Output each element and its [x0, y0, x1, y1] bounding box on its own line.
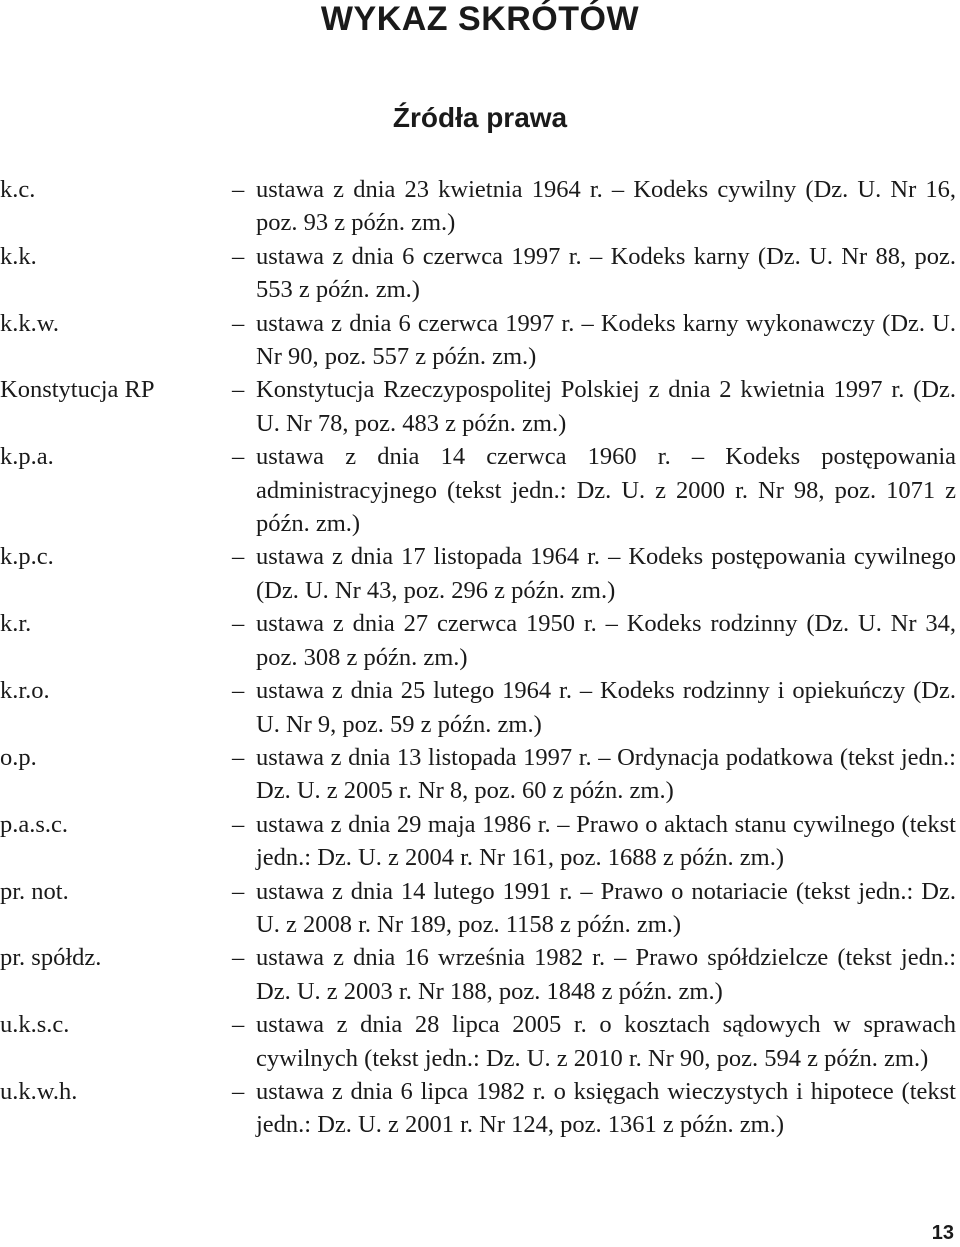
entry-dash: –	[232, 443, 245, 471]
entry-dash: –	[232, 176, 245, 203]
abbreviation-definition: Konstytucja Rzeczypospolitej Polskiej z dnia 2 kwietnia 1997 r. (Dz. U. Nr 78, poz. 483 z późn. zm.)	[256, 376, 956, 437]
abbreviation-definition: ustawa z dnia 14 lutego 1991 r. – Prawo o notariacie (tekst jedn.: Dz. U. z 2008 r. Nr 189, poz. 1158 z późn. zm.)	[256, 877, 956, 938]
abbreviation-term: k.k.w.	[0, 309, 59, 337]
abbreviation-term: pr. spółdz.	[0, 944, 102, 972]
abbreviation-term: u.k.w.h.	[0, 1077, 78, 1105]
entry-dash: –	[232, 1011, 245, 1039]
abbreviation-entry	[0, 307, 960, 374]
abbreviation-term: p.a.s.c.	[0, 810, 69, 838]
abbreviation-entry	[0, 674, 960, 741]
abbreviation-term: pr. not.	[0, 877, 69, 905]
abbreviation-definition: ustawa z dnia 17 listopada 1964 r. – Kodeks postępowania cywilnego (Dz. U. Nr 43, poz. 296 z późn. zm.)	[256, 543, 956, 604]
abbreviation-definition: ustawa z dnia 6 lipca 1982 r. o księgach wieczystych i hipotece (tekst jedn.: Dz. U. z 2001 r. Nr 124, poz. 1361 z późn. zm.)	[256, 1077, 956, 1139]
abbreviation-term: o.p.	[0, 743, 37, 771]
abbreviation-entry	[0, 540, 960, 607]
entry-dash: –	[232, 743, 245, 771]
abbreviation-term: k.c.	[0, 176, 36, 203]
abbreviation-entry	[0, 941, 960, 1008]
entry-dash: –	[232, 610, 245, 638]
abbreviation-term: k.r.o.	[0, 677, 50, 705]
abbreviation-definition: ustawa z dnia 27 czerwca 1950 r. – Kodeks rodzinny (Dz. U. Nr 34, poz. 308 z późn. zm.)	[256, 610, 956, 671]
entry-dash: –	[232, 309, 245, 337]
abbreviation-term: k.r.	[0, 610, 32, 638]
abbreviation-definition: ustawa z dnia 28 lipca 2005 r. o kosztach sądowych w sprawach cywilnych (tekst jedn.: Dz. U. z 2010 r. Nr 90, poz. 594 z późn. zm.)	[256, 1011, 956, 1072]
entry-dash: –	[232, 677, 245, 705]
abbreviation-definition: ustawa z dnia 6 czerwca 1997 r. – Kodeks karny wykonawczy (Dz. U. Nr 90, poz. 557 z późn. zm.)	[256, 309, 956, 371]
entry-dash: –	[232, 877, 245, 905]
abbreviation-entry	[0, 607, 960, 674]
abbreviation-term: Konstytucja RP	[0, 376, 155, 404]
section-title: Źródła prawa	[392, 102, 568, 133]
entry-dash: –	[232, 376, 245, 404]
abbreviation-entry	[0, 240, 960, 307]
abbreviation-term: k.p.a.	[0, 443, 54, 471]
abbreviation-term: k.p.c.	[0, 543, 54, 571]
abbreviation-definition: ustawa z dnia 29 maja 1986 r. – Prawo o aktach stanu cywilnego (tekst jedn.: Dz. U. z 2004 r. Nr 161, poz. 1688 z późn. zm.)	[256, 810, 956, 872]
entry-dash: –	[232, 944, 245, 972]
page-title: WYKAZ SKRÓTÓW	[320, 0, 640, 38]
abbreviation-definition: ustawa z dnia 13 listopada 1997 r. – Ordynacja podatkowa (tekst jedn.: Dz. U. z 2005 r. Nr 8, poz. 60 z późn. zm.)	[256, 743, 956, 805]
abbreviation-list	[0, 173, 960, 1142]
abbreviation-entry	[0, 440, 960, 540]
entry-dash: –	[232, 242, 245, 270]
abbreviation-entry	[0, 741, 960, 808]
entry-dash: –	[232, 810, 245, 838]
abbreviation-term: u.k.s.c.	[0, 1011, 70, 1039]
abbreviation-definition: ustawa z dnia 16 września 1982 r. – Prawo spółdzielcze (tekst jedn.: Dz. U. z 2003 r. Nr 188, poz. 1848 z późn. zm.)	[256, 944, 956, 1005]
abbreviation-definition: ustawa z dnia 14 czerwca 1960 r. – Kodeks postępowania administracyjnego (tekst jedn.: Dz. U. z 2000 r. Nr 98, poz. 1071 z późn. zm.)	[256, 443, 956, 538]
entry-dash: –	[232, 1077, 245, 1105]
abbreviation-entry	[0, 875, 960, 942]
abbreviation-entry	[0, 808, 960, 875]
abbreviation-definition: ustawa z dnia 25 lutego 1964 r. – Kodeks rodzinny i opiekuńczy (Dz. U. Nr 9, poz. 59 z późn. zm.)	[256, 677, 956, 738]
abbreviation-entry	[0, 173, 960, 240]
abbreviation-entry	[0, 1008, 960, 1075]
abbreviation-entry	[0, 373, 960, 440]
page-number: 13	[931, 1222, 954, 1244]
abbreviation-term: k.k.	[0, 242, 37, 270]
entry-dash: –	[232, 543, 245, 571]
abbreviation-definition: ustawa z dnia 23 kwietnia 1964 r. – Kodeks cywilny (Dz. U. Nr 16, poz. 93 z późn. zm.)	[256, 176, 956, 237]
abbreviation-entry	[0, 1075, 960, 1142]
abbreviation-definition: ustawa z dnia 6 czerwca 1997 r. – Kodeks karny (Dz. U. Nr 88, poz. 553 z późn. zm.)	[256, 242, 956, 304]
